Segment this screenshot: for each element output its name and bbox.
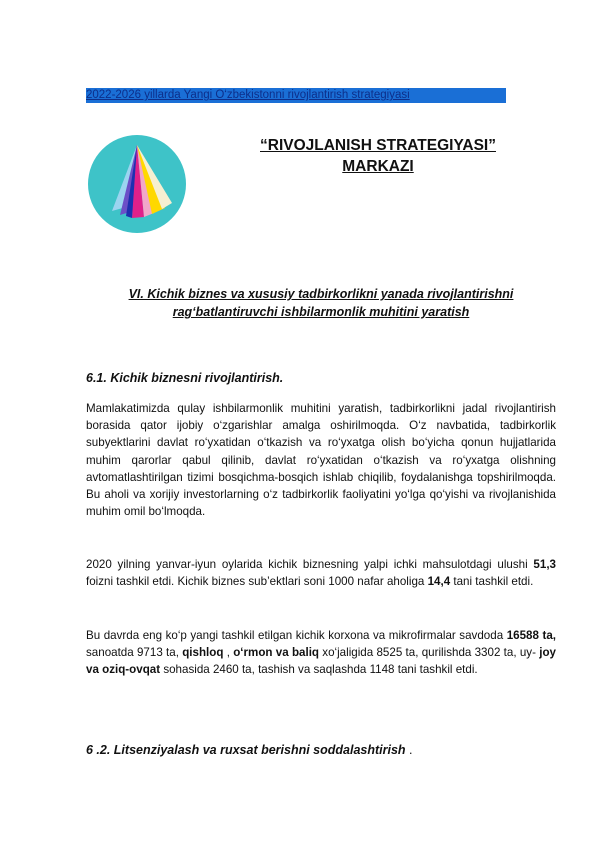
paragraph-2 [86,556,556,590]
p3-bold-1: 16588 ta, [506,629,556,642]
section-heading-line1: VI. Kichik biznes va xususiy tadbirkorlikni yanada rivojlantirishni [128,287,514,301]
center-title [200,135,556,177]
section-heading-line2: rag‘batlantiruvchi ishbilarmonlik muhitini yaratish [172,305,470,319]
p3-text-4: xo‘jaligida 8525 ta, qurilishda 3302 ta, uy- [319,646,540,660]
subsection-title-6-2-text: 6 .2. Litsenziyalash va ruxsat berishni soddalashtirish [86,743,406,757]
subsection-title-6-1: 6.1. Kichik biznesni rivojlantirish. [86,371,284,385]
p2-bold-1: 51,3 [533,558,556,571]
subsection-title-6-2 [86,742,413,758]
p2-bold-2: 14,4 [427,575,451,589]
center-title-line2: MARKAZI [342,158,414,175]
p3-bold-2: qishloq [182,646,224,660]
p3-bold-4: joy va oziq-ovqat [86,646,556,677]
p3-text-2: sanoatda 9713 ta, [86,646,183,660]
p3-text-1: Bu davrda eng ko‘p yangi tashkil etilgan kichik korxona va mikrofirmalar savdoda [86,629,507,642]
p3-bold-3: o‘rmon va baliq [233,646,320,660]
p3-text-5: sohasida 2460 ta, tashish va saqlashda 1148 tani tashkil etdi. [160,663,478,677]
p3-text-3: , [223,646,234,660]
section-heading [86,285,556,321]
paragraph-1: Mamlakatimizda qulay ishbilarmonlik muhitini yaratish, tadbirkorlikni jadal rivojlantirish borasida qator ijobiy o‘zgarishlar amalga oshirilmoqda. O‘z navbatida, tadbirkorlik subyektlarini davlat ro‘yxatidan o‘tkazish va ro‘yxatga olish bo‘yicha qonun hujjatlarida muhim qarorlar qabul qilinib, davlat ro‘yxatidan o‘tkazish va ro‘yxatga olishning avtomatlashtirilgan tizimi bosqichma-bosqich ishlab chiqilib, foydalanishga topshirilmoqda. Bu aholi va xorijiy investorlarning o‘z tadbirkorlik faoliyatini yo‘lga qo‘yishi va rivojlanishida muhim omil bo‘lmoqda. [86,402,556,519]
p2-text-1: 2020 yilning yanvar-iyun oylarida kichik biznesning yalpi ichki mahsulotdagi ulushi [86,558,534,571]
p2-text-3: tani tashkil etdi. [450,575,534,589]
subsection-title-6-2-tail: . [405,743,413,757]
center-title-line1: “RIVOJLANISH STRATEGIYASI” [260,137,496,154]
p2-text-2: foizni tashkil etdi. Kichik biznes sub’ektlari soni 1000 nafar aholiga [86,575,428,589]
strategy-center-logo [86,133,188,235]
paragraph-3 [86,627,556,679]
sail-logo-icon [86,133,188,235]
strategy-link[interactable]: 2022-2026 yillarda Yangi O‘zbekistonni rivojlantirish strategiyasi [86,88,506,103]
